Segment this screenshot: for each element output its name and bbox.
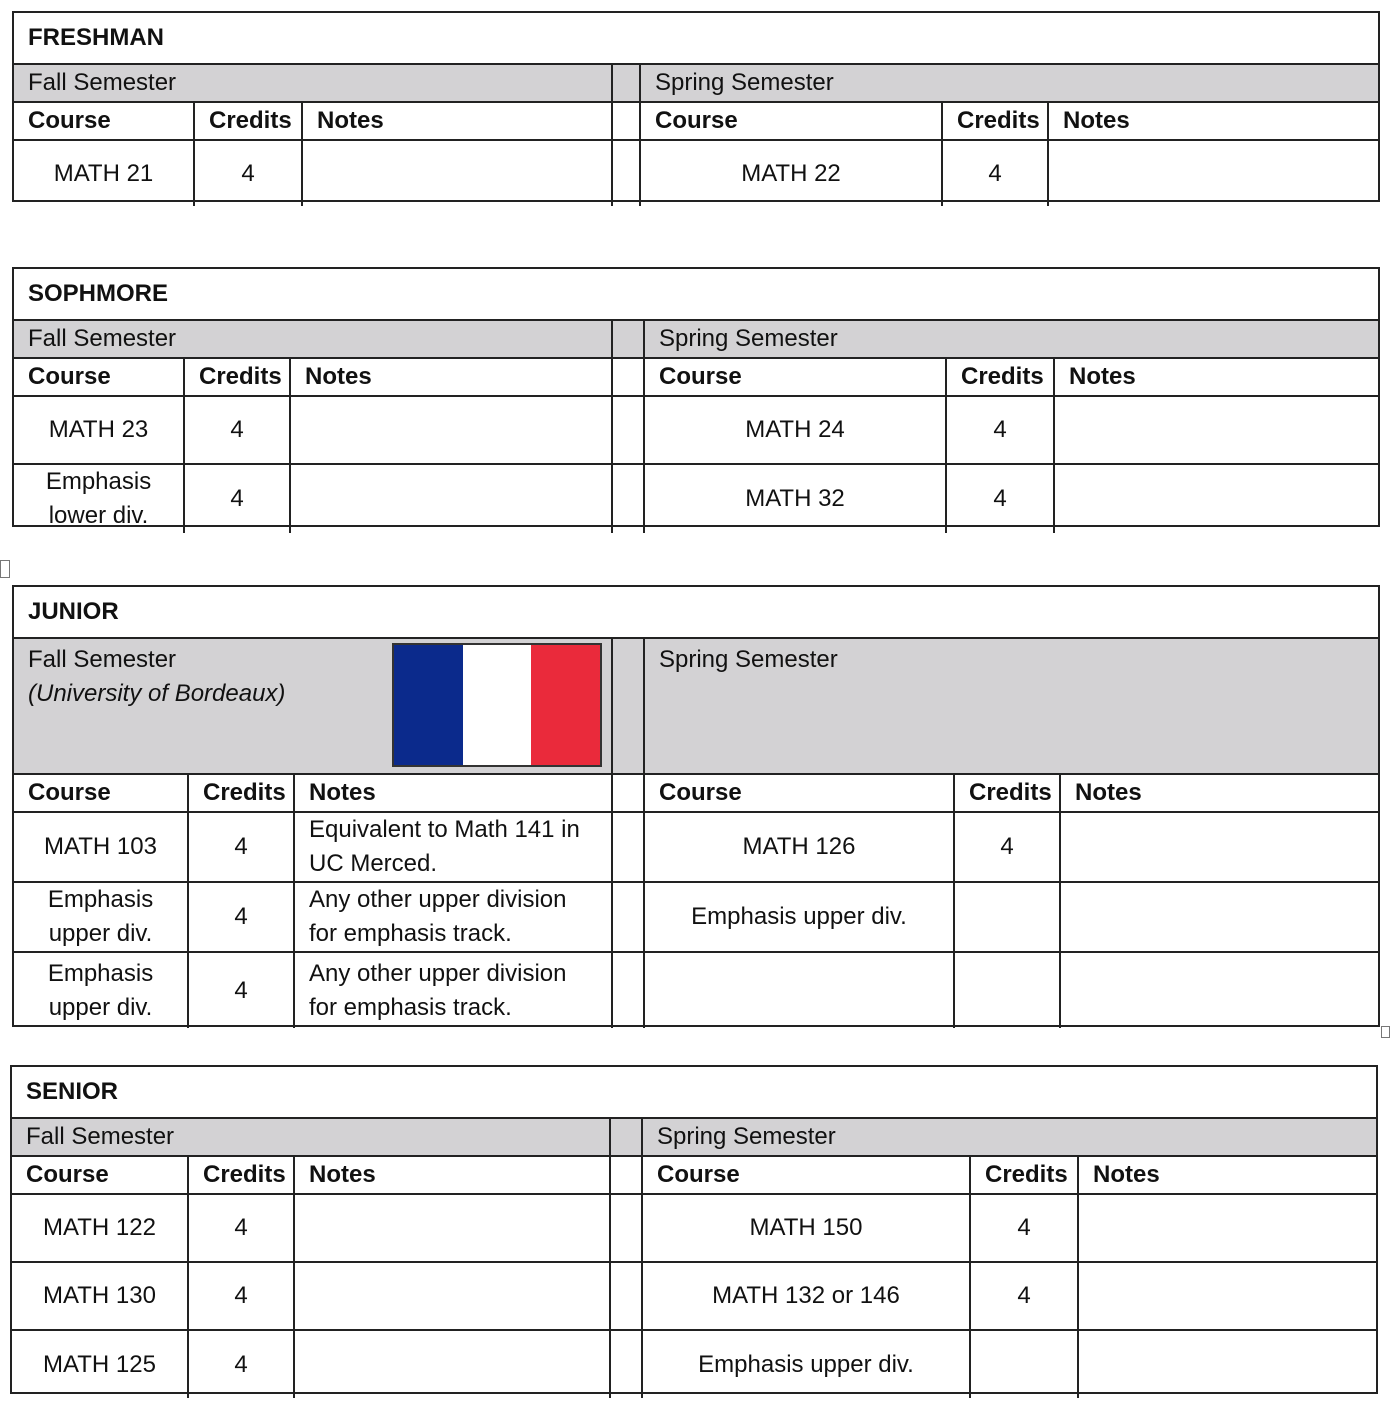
table-row bbox=[12, 1262, 1376, 1330]
fall-course-cell[interactable]: MATH 21 bbox=[14, 140, 194, 206]
credits-header: Credits bbox=[194, 102, 302, 140]
table-row bbox=[14, 812, 1378, 882]
spring-course-cell[interactable]: MATH 126 bbox=[644, 812, 954, 882]
table-row bbox=[14, 464, 1378, 533]
fall-course-cell[interactable]: MATH 103 bbox=[14, 812, 188, 882]
table-row bbox=[14, 952, 1378, 1028]
freshman-table bbox=[12, 11, 1380, 202]
table-resize-handle-icon[interactable] bbox=[1381, 1026, 1390, 1038]
spring-course-cell[interactable]: MATH 24 bbox=[644, 396, 946, 464]
spring-course-cell[interactable]: Emphasis upper div. bbox=[642, 1330, 970, 1398]
course-header: Course bbox=[14, 774, 188, 812]
fall-semester-label: Fall Semester bbox=[14, 64, 612, 102]
spring-credits-cell[interactable]: 4 bbox=[970, 1194, 1078, 1262]
column-gap bbox=[612, 320, 644, 358]
fall-semester-label: Fall Semester bbox=[14, 320, 612, 358]
fall-course-cell[interactable]: Emphasis upper div. bbox=[14, 952, 188, 1028]
course-header: Course bbox=[14, 358, 184, 396]
column-gap bbox=[610, 1330, 642, 1398]
column-gap bbox=[610, 1194, 642, 1262]
column-gap bbox=[612, 638, 644, 774]
flag-red-stripe bbox=[531, 645, 600, 765]
france-flag-icon bbox=[392, 643, 602, 767]
spring-semester-label: Spring Semester bbox=[642, 1118, 1376, 1156]
fall-notes-cell[interactable] bbox=[290, 396, 612, 464]
flag-blue-stripe bbox=[394, 645, 463, 765]
fall-notes-cell[interactable]: Any other upper division for emphasis track. bbox=[294, 882, 612, 952]
spring-credits-cell[interactable]: 4 bbox=[970, 1262, 1078, 1330]
year-title: JUNIOR bbox=[14, 587, 1378, 638]
fall-course-cell[interactable]: MATH 125 bbox=[12, 1330, 188, 1398]
fall-notes-cell[interactable] bbox=[290, 464, 612, 533]
column-gap bbox=[612, 102, 640, 140]
column-gap bbox=[610, 1156, 642, 1194]
spring-course-cell[interactable]: MATH 32 bbox=[644, 464, 946, 533]
notes-header: Notes bbox=[1054, 358, 1378, 396]
spring-semester-label: Spring Semester bbox=[644, 638, 1378, 774]
table-row bbox=[12, 1194, 1376, 1262]
notes-header: Notes bbox=[294, 1156, 610, 1194]
spring-course-cell[interactable]: MATH 132 or 146 bbox=[642, 1262, 970, 1330]
spring-notes-cell[interactable] bbox=[1048, 140, 1378, 206]
course-header: Course bbox=[644, 358, 946, 396]
fall-course-cell[interactable]: MATH 130 bbox=[12, 1262, 188, 1330]
fall-credits-cell[interactable]: 4 bbox=[188, 1262, 294, 1330]
notes-header: Notes bbox=[290, 358, 612, 396]
spring-credits-cell[interactable]: 4 bbox=[946, 396, 1054, 464]
column-gap bbox=[612, 774, 644, 812]
column-gap bbox=[612, 812, 644, 882]
fall-credits-cell[interactable]: 4 bbox=[188, 952, 294, 1028]
fall-semester-label: Fall Semester bbox=[28, 646, 177, 673]
junior-table bbox=[12, 585, 1380, 1027]
column-gap bbox=[612, 358, 644, 396]
fall-notes-cell[interactable] bbox=[294, 1194, 610, 1262]
course-header: Course bbox=[640, 102, 942, 140]
table-row bbox=[14, 882, 1378, 952]
spring-semester-label: Spring Semester bbox=[644, 320, 1378, 358]
year-title: SOPHMORE bbox=[14, 269, 1378, 320]
credits-header: Credits bbox=[184, 358, 290, 396]
fall-semester-cell bbox=[14, 638, 612, 774]
column-gap bbox=[612, 464, 644, 533]
notes-header: Notes bbox=[1048, 102, 1378, 140]
fall-notes-cell[interactable] bbox=[294, 1330, 610, 1398]
sophmore-table bbox=[12, 267, 1380, 527]
year-title: FRESHMAN bbox=[14, 13, 1378, 64]
credits-header: Credits bbox=[188, 1156, 294, 1194]
column-gap bbox=[612, 882, 644, 952]
fall-notes-cell[interactable]: Any other upper division for emphasis track. bbox=[294, 952, 612, 1028]
spring-notes-cell[interactable] bbox=[1060, 952, 1378, 1028]
fall-credits-cell[interactable]: 4 bbox=[188, 882, 294, 952]
notes-header: Notes bbox=[302, 102, 612, 140]
spring-notes-cell[interactable] bbox=[1054, 464, 1378, 533]
fall-course-cell[interactable]: MATH 23 bbox=[14, 396, 184, 464]
credits-header: Credits bbox=[970, 1156, 1078, 1194]
credits-header: Credits bbox=[188, 774, 294, 812]
fall-credits-cell[interactable]: 4 bbox=[184, 464, 290, 533]
spring-notes-cell[interactable] bbox=[1078, 1262, 1376, 1330]
fall-notes-cell[interactable] bbox=[294, 1262, 610, 1330]
course-header: Course bbox=[14, 102, 194, 140]
spring-notes-cell[interactable] bbox=[1054, 396, 1378, 464]
credits-header: Credits bbox=[946, 358, 1054, 396]
spring-notes-cell[interactable] bbox=[1060, 812, 1378, 882]
spring-notes-cell[interactable] bbox=[1078, 1330, 1376, 1398]
spring-notes-cell[interactable] bbox=[1060, 882, 1378, 952]
column-gap bbox=[612, 64, 640, 102]
column-gap bbox=[610, 1118, 642, 1156]
course-header: Course bbox=[644, 774, 954, 812]
year-title: SENIOR bbox=[12, 1067, 1376, 1118]
spring-credits-cell[interactable]: 4 bbox=[954, 812, 1060, 882]
column-gap bbox=[610, 1262, 642, 1330]
spring-credits-cell[interactable] bbox=[954, 952, 1060, 1028]
spring-course-cell[interactable] bbox=[644, 952, 954, 1028]
spring-credits-cell[interactable]: 4 bbox=[942, 140, 1048, 206]
spring-semester-label: Spring Semester bbox=[640, 64, 1378, 102]
column-gap bbox=[612, 396, 644, 464]
credits-header: Credits bbox=[942, 102, 1048, 140]
fall-credits-cell[interactable]: 4 bbox=[184, 396, 290, 464]
table-row bbox=[14, 396, 1378, 464]
fall-notes-cell[interactable]: Equivalent to Math 141 in UC Merced. bbox=[294, 812, 612, 882]
table-row bbox=[14, 140, 1378, 206]
spring-course-cell[interactable]: MATH 22 bbox=[640, 140, 942, 206]
fall-course-cell[interactable]: Emphasis upper div. bbox=[14, 882, 188, 952]
table-move-handle-icon[interactable] bbox=[0, 560, 10, 578]
notes-header: Notes bbox=[1060, 774, 1378, 812]
fall-credits-cell[interactable]: 4 bbox=[188, 812, 294, 882]
column-gap bbox=[612, 952, 644, 1028]
spring-credits-cell[interactable] bbox=[970, 1330, 1078, 1398]
spring-credits-cell[interactable] bbox=[954, 882, 1060, 952]
fall-credits-cell[interactable]: 4 bbox=[194, 140, 302, 206]
fall-semester-label: Fall Semester bbox=[12, 1118, 610, 1156]
notes-header: Notes bbox=[294, 774, 612, 812]
spring-course-cell[interactable]: MATH 150 bbox=[642, 1194, 970, 1262]
course-header: Course bbox=[642, 1156, 970, 1194]
credits-header: Credits bbox=[954, 774, 1060, 812]
table-row bbox=[12, 1330, 1376, 1398]
fall-notes-cell[interactable] bbox=[302, 140, 612, 206]
fall-credits-cell[interactable]: 4 bbox=[188, 1194, 294, 1262]
notes-header: Notes bbox=[1078, 1156, 1376, 1194]
spring-credits-cell[interactable]: 4 bbox=[946, 464, 1054, 533]
column-gap bbox=[612, 140, 640, 206]
fall-course-cell[interactable]: Emphasis lower div. bbox=[14, 464, 184, 533]
fall-semester-sublabel: (University of Bordeaux) bbox=[28, 680, 286, 707]
fall-course-cell[interactable]: MATH 122 bbox=[12, 1194, 188, 1262]
senior-table bbox=[10, 1065, 1378, 1394]
spring-course-cell[interactable]: Emphasis upper div. bbox=[644, 882, 954, 952]
spring-notes-cell[interactable] bbox=[1078, 1194, 1376, 1262]
fall-credits-cell[interactable]: 4 bbox=[188, 1330, 294, 1398]
course-header: Course bbox=[12, 1156, 188, 1194]
flag-white-stripe bbox=[463, 645, 532, 765]
